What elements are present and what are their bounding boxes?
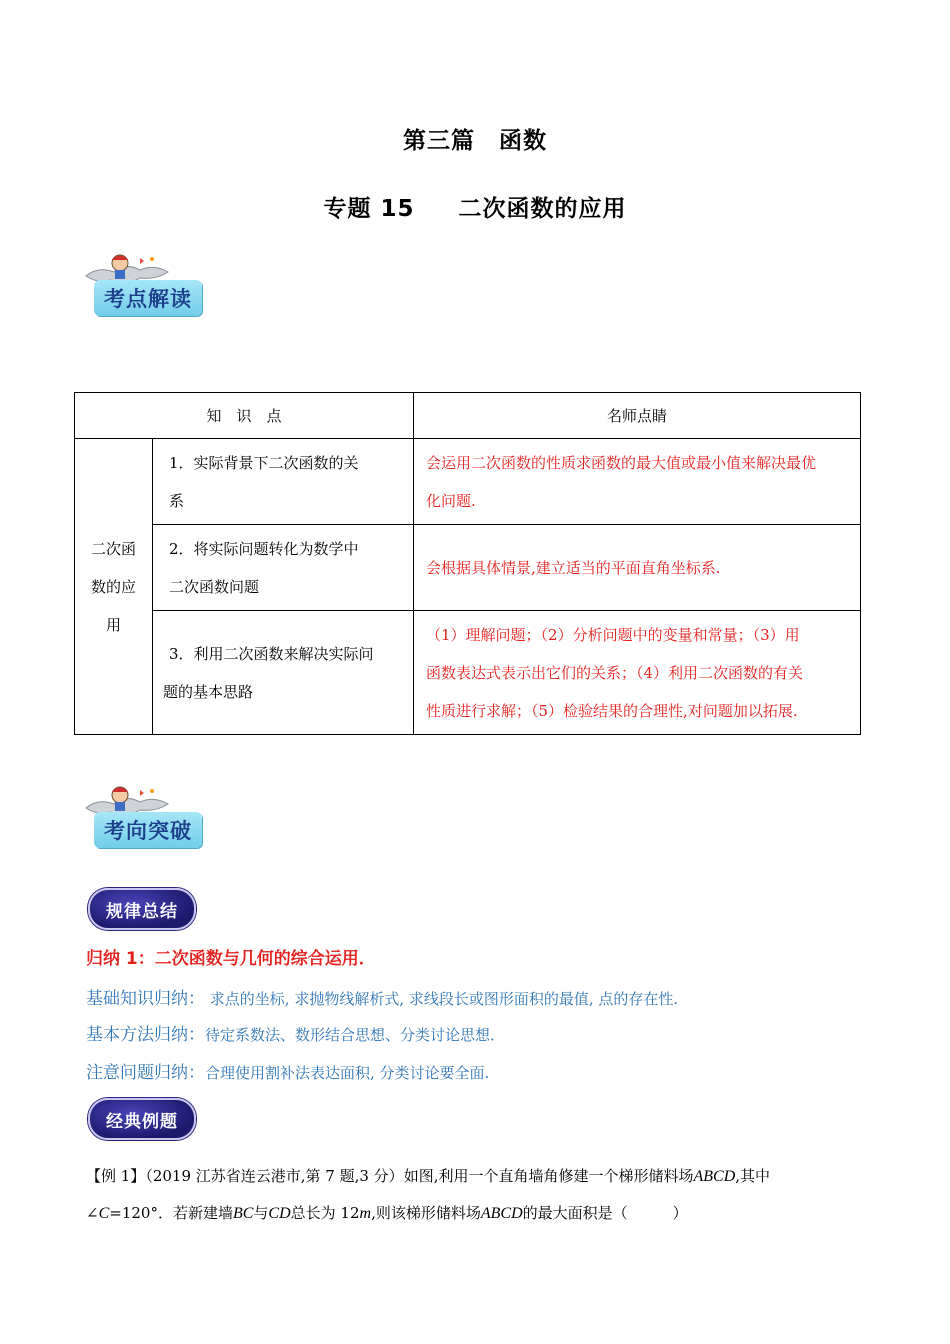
header-knowledge: 知 识 点 [75,393,414,439]
topic-number: 专题 15 [323,196,415,222]
tip-3: （1）理解问题；（2）分析问题中的变量和常量；（3）用 函数表达式表示出它们的关系；（4）利用二次函数的有关 性质进行求解；（5）检验结果的合理性,对问题加以拓展. [414,611,861,735]
kaodian-badge [84,250,206,322]
header-tips: 名师点睛 [414,393,861,439]
knowledge-table [74,392,861,735]
attention-line: 注意问题归纳：合理使用割补法表达面积, 分类讨论要全面. [86,1063,490,1083]
category-cell: 二次函 数的应 用 [75,439,153,735]
examples-pill: 经典例题 [88,1098,196,1140]
tip-2: 会根据具体情景,建立适当的平面直角坐标系. [414,525,861,611]
topic-title [0,190,950,223]
summary-title: 归纳 1：二次函数与几何的综合运用． [86,949,376,969]
kaodian-plate: 考点解读 [94,280,202,316]
basic-method-line: 基本方法归纳：待定系数法、数形结合思想、分类讨论思想． [86,1025,506,1045]
example-1: 【例 1】（2019 江苏省连云港市,第 7 题,3 分）如图,利用一个直角墙角修建一个梯形储料场ABCD,其中 ∠C=120°．若新建墙BC与CD总长为 12m,则该梯形储料场ABCD的最大面积是（ ） [86,1167,771,1222]
topic-name: 二次函数的应用 [458,196,627,222]
knowledge-item-2: 2．将实际问题转化为数学中 二次函数问题 [153,525,414,611]
basic-knowledge-line: 基础知识归纳： 求点的坐标, 求抛物线解析式, 求线段长或图形面积的最值, 点的存在性. [86,989,679,1009]
knowledge-item-1: 1．实际背景下二次函数的关 系 [153,439,414,525]
tip-1: 会运用二次函数的性质求函数的最大值或最小值来解决最优 化问题. [414,439,861,525]
kaoxiang-plate: 考向突破 [94,812,202,848]
knowledge-item-3: 3．利用二次函数来解决实际问 题的基本思路 [153,611,414,735]
kaoxiang-badge [84,782,206,854]
part-title: 第三篇 函数 [403,128,547,154]
summary-pill: 规律总结 [88,888,196,930]
